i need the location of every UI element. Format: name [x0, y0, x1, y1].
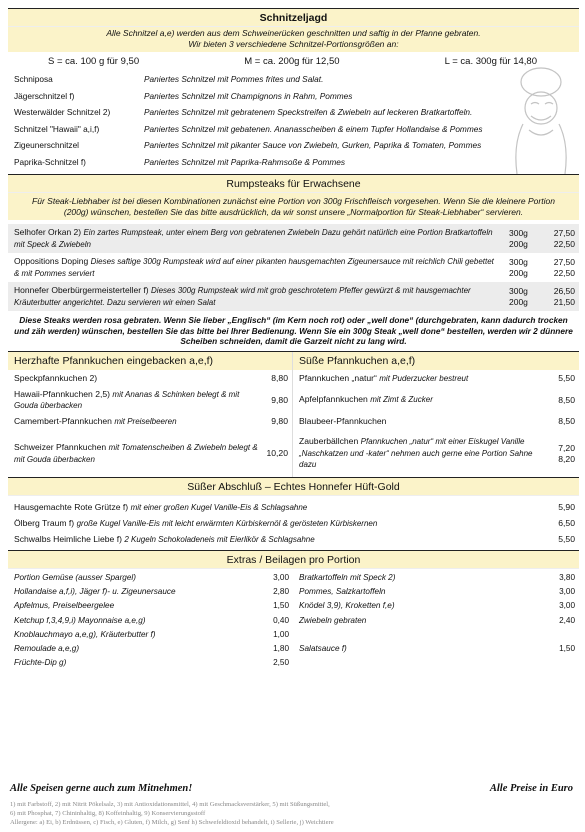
extra-name: Hollandaise a,f,i), Jäger f)- u. Zigeunersauce: [14, 587, 176, 597]
pancake-name: Schweizer Pfannkuchen: [14, 442, 107, 452]
schnitzel-desc: Paniertes Schnitzel mit Champignons in Rahm, Pommes: [144, 90, 353, 101]
steak-desc: Dieses saftige 300g Rumpsteak wird auf einer pikanten hausgemachten Zigeunersauce mit reichlich Chili gebettet & mit Pommes serviert: [14, 257, 494, 278]
savory-pancakes-title: Herzhafte Pfannkuchen eingebacken a,e,f): [8, 352, 292, 370]
extra-price: 0,40: [273, 615, 289, 625]
extra-price: 3,00: [273, 573, 289, 583]
schnitzel-name: Paprika-Schnitzel f): [14, 156, 86, 167]
sweet-pancakes-title: Süße Pfannkuchen a,e,f): [293, 352, 579, 370]
pancake-row: [293, 413, 579, 431]
schnitzel-row: [8, 137, 579, 154]
pancake-name: Zauberbällchen: [299, 436, 359, 447]
schnitzel-desc: Paniertes Schnitzel mit Pommes frites und Salat.: [144, 74, 324, 85]
steak-price: 21,50: [553, 297, 575, 307]
extra-price: 3,00: [559, 601, 575, 611]
dessert-row: [8, 515, 579, 531]
schnitzel-row: [8, 121, 579, 138]
extra-price: 1,50: [559, 644, 575, 654]
pancake-price: 9,80: [271, 394, 288, 405]
steak-desc: Ein zartes Rumpsteak, unter einem Berg von gebratenen Zwiebeln Dazu gehört natürlich eine Portion Bratkartoffeln mit Speck & Zwiebeln: [14, 228, 493, 249]
extra-row: [293, 627, 579, 641]
pancake-name: Apfelpfannkuchen: [299, 394, 368, 405]
extras-right: [293, 571, 579, 670]
schnitzel-name: Schniposa: [14, 74, 53, 85]
schnitzel-desc: Paniertes Schnitzel mit gebatenen. Ananasscheiben & einem Tupfer Hollandaise & Pommes: [144, 123, 483, 134]
extra-row: [293, 571, 579, 585]
additives-line-1: 1) mit Farbstoff, 2) mit Nitrit Pökelsalz, 3) mit Antioxidationsmittel, 4) mit Geschmacksverstärker, 5) mit Süßungsmittel,: [10, 801, 330, 808]
extra-row: [8, 599, 293, 613]
pancake-name: Speckpfannkuchen 2): [14, 373, 98, 384]
dessert-desc: große Kugel Vanille-Eis mit leicht erwärmten Kürbiskernöl & gerösteten Kürbiskernen: [76, 518, 378, 528]
extra-name: Pommes, Salzkartoffeln: [299, 587, 386, 597]
schnitzel-name: Schnitzel "Hawaii" a,i,f): [14, 123, 100, 134]
allergens-line: Allergene: a) Ei, b) Erdnüssen, c) Fisch, e) Gluten, f) Milch, g) Senf h) Schwefeldioxid behandelt, i) Sellerie, j) Weichtiere: [10, 819, 334, 826]
dessert-name: Hausgemachte Rote Grütze f): [14, 501, 129, 512]
extra-name: Knödel 3,9), Kroketten f,e): [299, 601, 395, 611]
steak-weight: 200g: [509, 297, 528, 307]
extra-price: 2,80: [273, 587, 289, 597]
footer: [10, 783, 573, 794]
steak-weight: 300g: [509, 256, 528, 267]
pancake-price: 5,50: [558, 373, 575, 384]
steak-desc: Dieses 300g Rumpsteak wird mit grob geschrotetem Pfeffer gewürzt & mit hausgemachter Kräuterbutter angerichtet. Dazu servieren wir einen Salat: [14, 286, 471, 307]
dessert-row: [8, 499, 579, 515]
pancake-price: 9,80: [271, 416, 288, 427]
schnitzel-row: [8, 154, 579, 171]
pancake-name: Camembert-Pfannkuchen: [14, 415, 112, 426]
pancake-desc: mit Preiselbeeren: [114, 416, 177, 426]
steak-section: [8, 174, 579, 351]
steak-weight: 300g: [509, 227, 528, 238]
extras-title: Extras / Beilagen pro Portion: [8, 551, 579, 569]
takeaway-note: Alle Speisen gerne auch zum Mitnehmen!: [10, 783, 193, 794]
steak-price: 27,50: [553, 227, 575, 238]
pancake-price: 10,20: [266, 448, 288, 459]
extra-price: 2,50: [273, 658, 289, 668]
currency-note: Alle Preise in Euro: [489, 783, 573, 794]
schnitzel-row: [8, 71, 579, 88]
schnitzel-row: [8, 88, 579, 105]
extra-price: 2,40: [559, 615, 575, 625]
schnitzel-sizes: [8, 52, 579, 71]
extra-name: Salatsauce f): [299, 644, 347, 654]
chef-illustration: [501, 60, 581, 180]
schnitzel-intro-line-1: Alle Schnitzel a,e) werden aus dem Schweinerücken geschnitten und saftig in der Pfanne gebraten.: [106, 28, 481, 38]
schnitzel-desc: Paniertes Schnitzel mit gebratenem Speckstreifen & Zwiebeln auf leckeren Bratkartoffeln.: [144, 107, 473, 118]
schnitzel-name: Westerwälder Schnitzel 2): [14, 107, 111, 118]
extra-price: 1,80: [273, 644, 289, 654]
sweet-pancakes: [293, 352, 579, 477]
steak-weight: 200g: [509, 268, 528, 278]
pancake-section: [8, 351, 579, 477]
steak-title: Rumpsteaks für Erwachsene: [8, 175, 579, 193]
steak-name: Honnefer Oberbürgermeisterteller f): [14, 285, 149, 295]
pancake-price: 8,50: [558, 416, 575, 427]
steak-weight: 300g: [509, 285, 528, 296]
extra-row: [293, 585, 579, 599]
pancake-name: Pfannkuchen „natur“: [299, 372, 377, 383]
schnitzel-title: Schnitzeljagd: [8, 9, 579, 27]
extra-name: Bratkartoffeln mit Speck 2): [299, 573, 396, 583]
pancake-price: 8,50: [558, 394, 575, 405]
steak-row: [8, 282, 579, 311]
steak-intro: Für Steak-Liebhaber ist bei diesen Kombinationen zunächst eine Portion von 300g Frischfleisch vorgesehen. Wenn Sie die kleinere Portion (200g) wünschen, bestellen Sie das bitte ausdrücklich, da wir sonst unsere „Normalportion für Steak-Liebhaber“ servieren.: [8, 193, 579, 220]
pancake-name: Hawaii-Pfannkuchen 2,5): [14, 388, 111, 399]
pancake-desc: mit Tomatenscheiben & Zwiebeln belegt & mit Gouda überbacken: [14, 443, 258, 464]
steak-price: 27,50: [553, 256, 575, 267]
schnitzel-section: [8, 8, 579, 170]
extra-name: Zwiebeln gebraten: [299, 615, 367, 625]
schnitzel-intro: [8, 27, 579, 52]
pancake-desc: mit Zimt & Zucker: [370, 395, 433, 405]
dessert-name: Ölberg Traum f): [14, 517, 75, 528]
extra-name: Portion Gemüse (ausser Spargel): [14, 573, 136, 583]
steak-row: [8, 224, 579, 253]
dessert-section: [8, 477, 579, 547]
extras-left: [8, 571, 293, 670]
pancake-row: [8, 388, 292, 413]
size-s: S = ca. 100 g für 9,50: [48, 56, 140, 67]
schnitzel-list: [8, 71, 579, 170]
dessert-title: Süßer Abschluß – Echtes Honnefer Hüft-Gold: [8, 478, 579, 496]
extra-name: Ketchup f,3,4,9,i) Mayonnaise a,e,g): [14, 615, 146, 625]
dessert-row: [8, 531, 579, 547]
extra-row: [8, 571, 293, 585]
extra-row: [293, 613, 579, 627]
pancake-desc: mit Puderzucker bestreut: [379, 373, 469, 383]
pancake-name: Blaubeer-Pfannkuchen: [299, 416, 387, 427]
pancake-price: 7,20: [558, 443, 575, 453]
extra-row: [8, 656, 293, 670]
schnitzel-desc: Paniertes Schnitzel mit pikanter Sauce von Zwiebeln, Gurken, Paprika & Tomaten, Pommes: [144, 140, 482, 151]
extra-price: 3,80: [559, 573, 575, 583]
pancake-row: [8, 413, 292, 431]
extra-name: Remoulade a,e,g): [14, 644, 80, 654]
schnitzel-row: [8, 104, 579, 121]
pancake-desc: Pfannkuchen „natur“ mit einer Eiskugel Vanille „Naschkatzen und -kater“ nehmen auch gerne eine Portion Sahne dazu: [299, 437, 533, 470]
extras-section: [8, 550, 579, 670]
steak-price: 22,50: [553, 239, 575, 249]
extra-row: [8, 641, 293, 655]
dessert-desc: 2 Kugeln Schokoladeneis mit Eierlikör & Schlagsahne: [124, 534, 315, 544]
pancake-row: [8, 431, 292, 477]
additives-line-2: 6) mit Phosphat, 7) Chininhaltig, 8) Koffeinhaltig, 9) Konservierungsstoff: [10, 810, 206, 817]
dessert-price: 6,50: [558, 517, 575, 528]
savory-pancakes: [8, 352, 293, 477]
pancake-row: [8, 370, 292, 388]
size-l: L = ca. 300g für 14,80: [444, 56, 537, 67]
steak-note: Diese Steaks werden rosa gebraten. Wenn Sie lieber „Englisch“ (im Kern noch rot) oder „well done“ (durchgebraten, kann dadurch trocken und zäh werden) wünschen, bestellen Sie das bitte bei Ihrer Bedienung. Wenn Sie ein 300g Steak „well done“ bestellen, werden wir 2 dünnere Scheiben schneiden, damit die Garzeit nicht zu lang wird.: [14, 315, 573, 346]
pancake-desc: mit Ananas & Schinken belegt & mit Gouda überbacken: [14, 389, 240, 410]
extra-price: 1,50: [273, 601, 289, 611]
extra-price: 3,00: [559, 587, 575, 597]
pancake-row: [293, 388, 579, 413]
menu-page: [8, 8, 579, 670]
schnitzel-name: Zigeunerschnitzel: [14, 140, 80, 151]
dessert-price: 5,50: [558, 533, 575, 544]
pancake-price: 8,80: [271, 373, 288, 384]
schnitzel-name: Jägerschnitzel f): [14, 90, 75, 101]
dessert-desc: mit einer großen Kugel Vanille-Eis & Schlagsahne: [130, 502, 308, 512]
steak-name: Selhofer Orkan 2): [14, 227, 82, 237]
steak-weight: 200g: [509, 239, 528, 249]
steak-name: Oppositions Doping: [14, 256, 89, 266]
schnitzel-desc: Paniertes Schnitzel mit Paprika-Rahmsoße & Pommes: [144, 156, 346, 167]
extra-name: Apfelmus, Preiselbeergelee: [14, 601, 115, 611]
extra-name: Früchte-Dip g): [14, 658, 67, 668]
allergen-notes: [10, 800, 575, 827]
pancake-price: 8,20: [558, 453, 575, 464]
extra-name: Knoblauchmayo a,e,g), Kräuterbutter f): [14, 629, 156, 639]
extra-price: 1,00: [273, 629, 289, 639]
dessert-price: 5,90: [558, 501, 575, 512]
extra-row: [8, 613, 293, 627]
extra-row: [8, 585, 293, 599]
steak-price: 22,50: [553, 268, 575, 278]
schnitzel-intro-line-2: Wir bieten 3 verschiedene Schnitzel-Portionsgrößen an:: [188, 38, 399, 49]
pancake-row: [293, 370, 579, 388]
steak-price: 26,50: [553, 285, 575, 296]
size-m: M = ca. 200g für 12,50: [244, 56, 340, 67]
steak-row: [8, 253, 579, 282]
extra-row: [8, 627, 293, 641]
extra-row: [293, 641, 579, 655]
extra-row: [293, 599, 579, 613]
pancake-row: [293, 431, 579, 477]
dessert-name: Schwalbs Heimliche Liebe f): [14, 533, 122, 544]
